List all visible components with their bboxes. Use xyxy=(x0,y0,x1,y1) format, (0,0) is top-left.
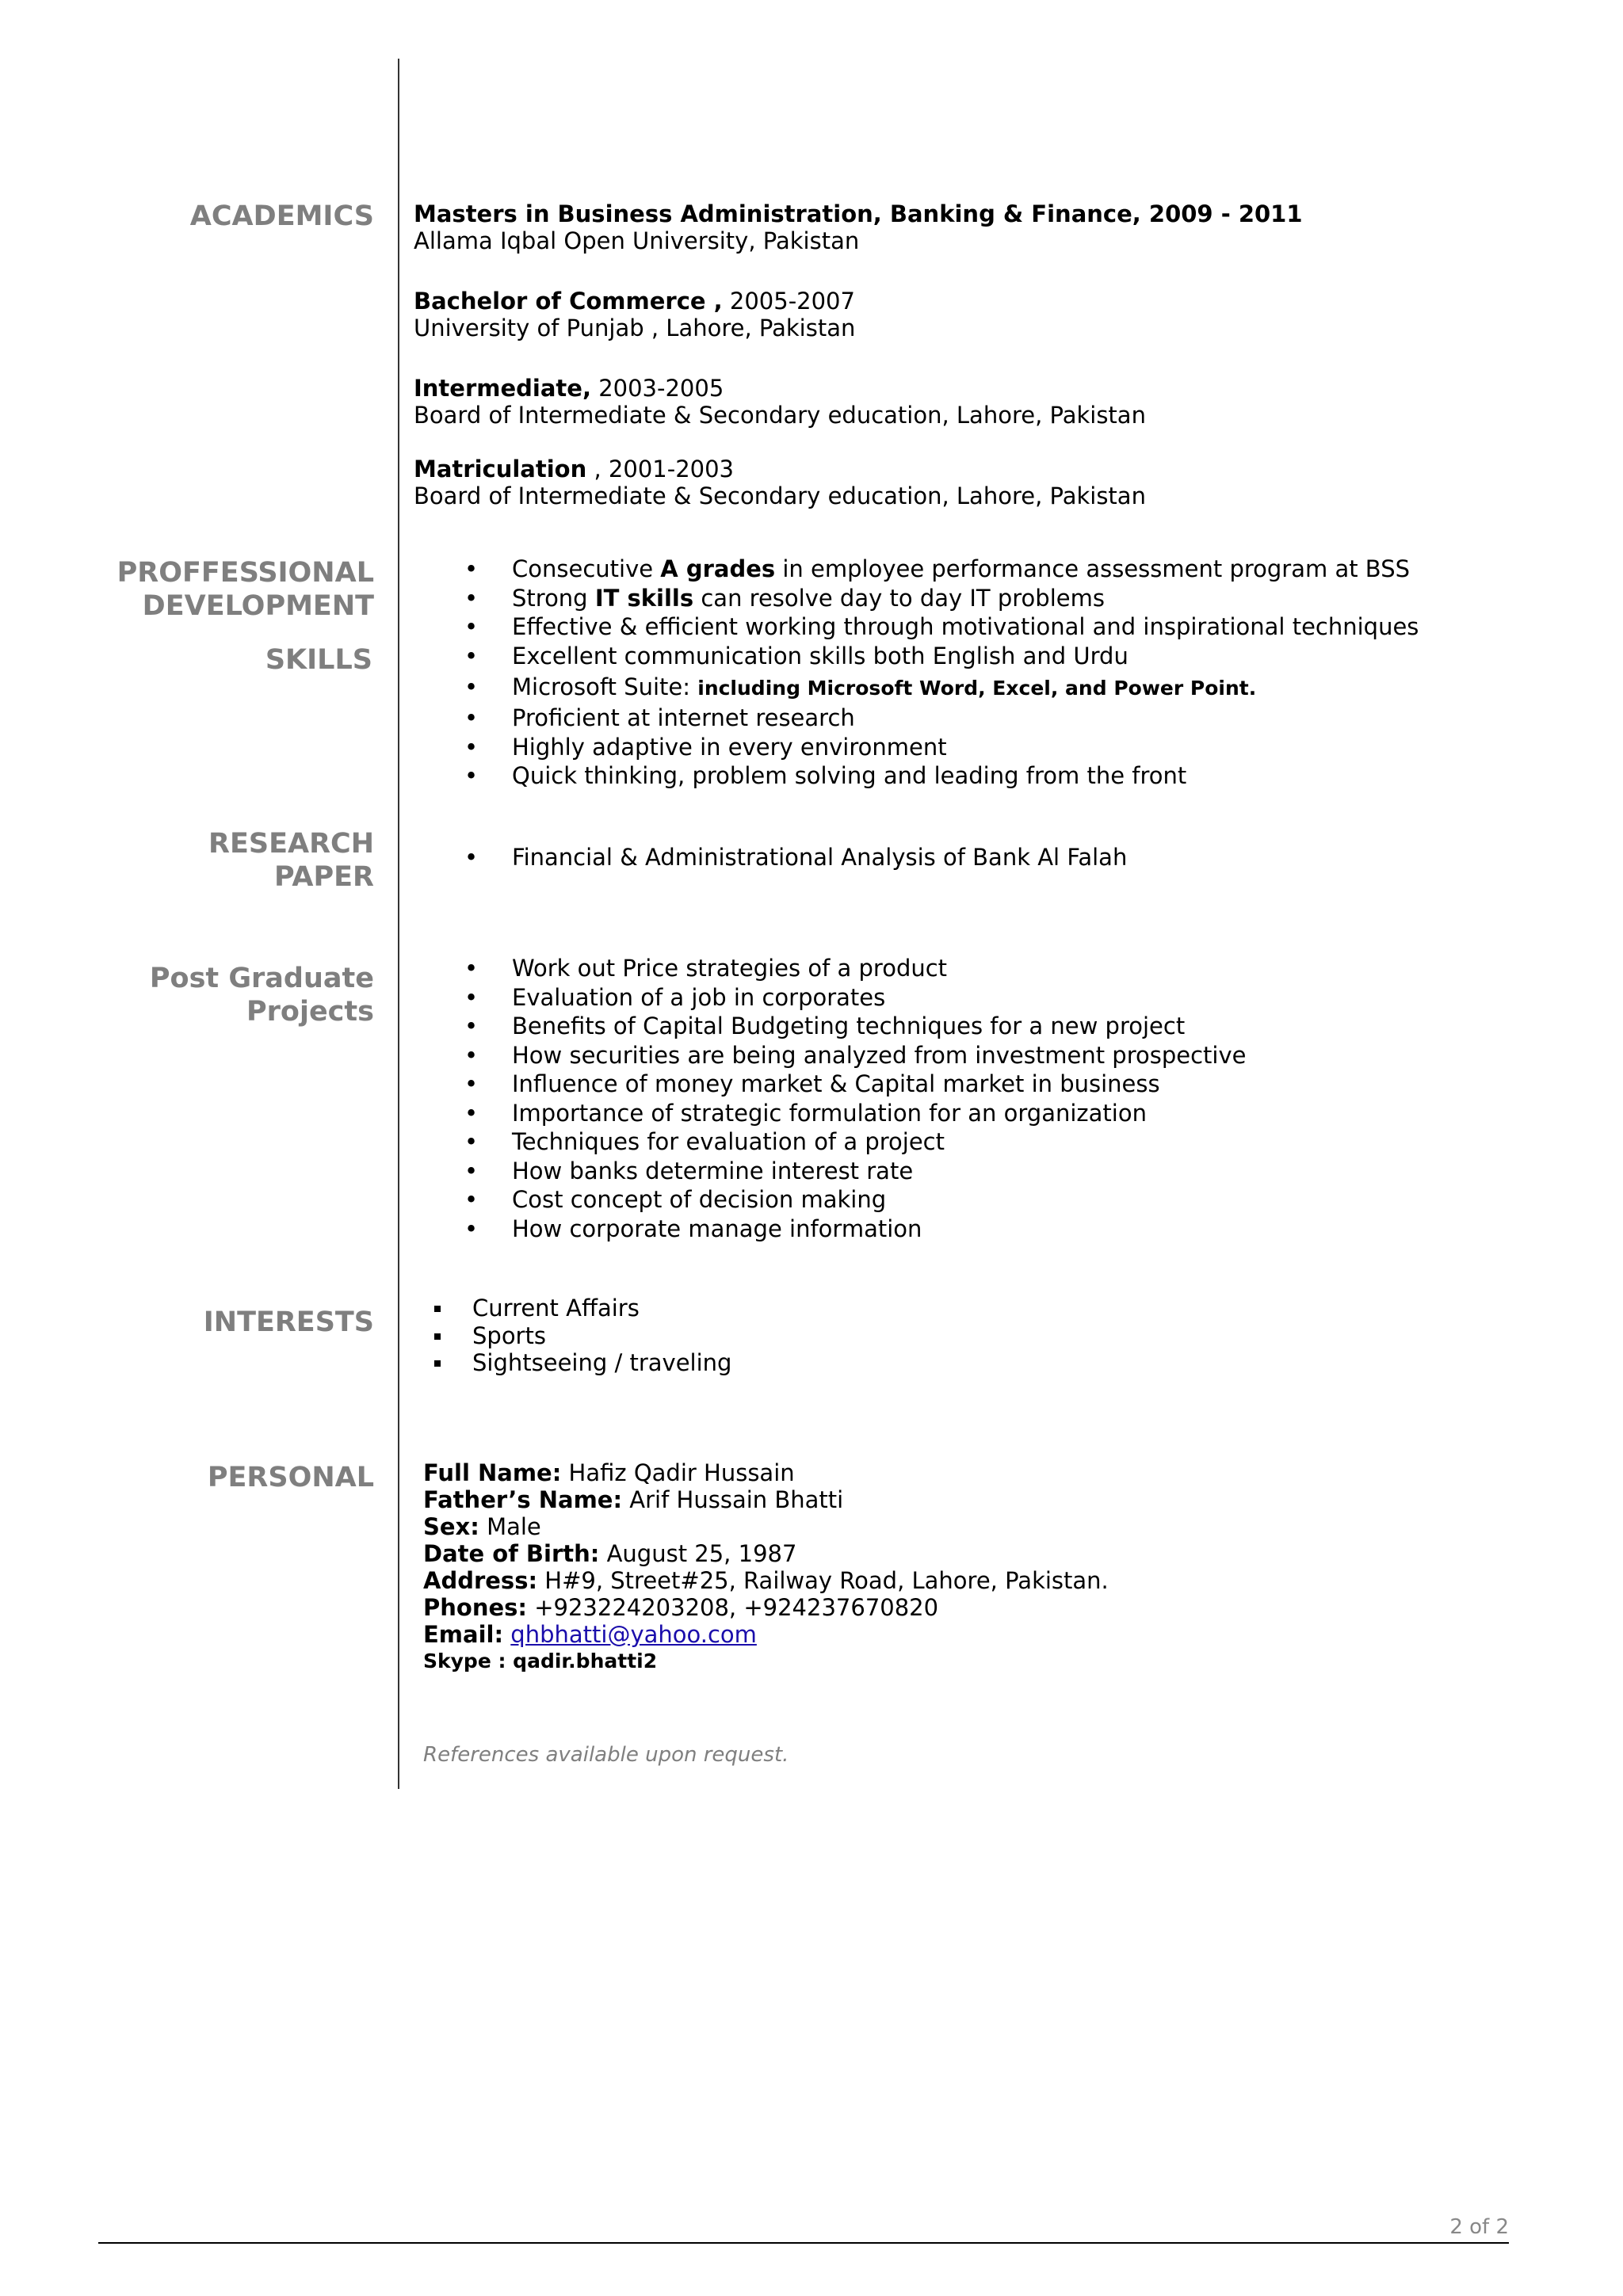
institution: University of Punjab , Lahore, Pakistan xyxy=(414,315,856,341)
list-item: • Highly adaptive in every environment xyxy=(464,733,1419,762)
references-note: References available upon request. xyxy=(423,1743,789,1767)
heading-skills: SKILLS xyxy=(265,644,372,676)
list-item: Sports xyxy=(425,1322,731,1350)
list-item: • How corporate manage information xyxy=(464,1215,1246,1244)
address: H#9, Street#25, Railway Road, Lahore, Pakistan. xyxy=(537,1567,1109,1594)
page-number: 2 of 2 xyxy=(1449,2215,1509,2239)
personal-details xyxy=(423,1459,1109,1675)
list-item: • How securities are being analyzed from investment prospective xyxy=(464,1041,1246,1070)
list-item: • Quick thinking, problem solving and leading from the front xyxy=(464,761,1419,791)
academic-entry xyxy=(414,288,855,341)
footer-rule xyxy=(98,2242,1509,2244)
field-label: Sex: xyxy=(423,1513,479,1540)
research-list xyxy=(464,843,1127,872)
heading-line: PROFFESSIONAL xyxy=(116,557,374,589)
degree: Masters in Business Administration, Banking & Finance, 2009 - 2011 xyxy=(414,200,1303,227)
heading-line: Projects xyxy=(246,996,374,1028)
list-item: • Microsoft Suite: including Microsoft Word, Excel, and Power Point. xyxy=(464,670,1419,704)
heading-professional-development xyxy=(117,556,374,623)
academic-entry xyxy=(414,375,1146,429)
list-item: • Work out Price strategies of a product xyxy=(464,954,1246,983)
heading-line: PAPER xyxy=(273,861,374,893)
institution: Allama Iqbal Open University, Pakistan xyxy=(414,227,860,254)
phones: +923224203208, +924237670820 xyxy=(527,1594,939,1621)
list-item: • Consecutive A grades in employee performance assessment program at BSS xyxy=(464,555,1419,584)
column-divider xyxy=(398,59,399,1789)
degree-years: , 2001-2003 xyxy=(586,456,734,482)
academic-entry xyxy=(414,456,1146,509)
list-item: Sightseeing / traveling xyxy=(425,1349,731,1377)
field-label: Phones: xyxy=(423,1594,527,1621)
field-label: Father’s Name: xyxy=(423,1486,623,1513)
projects-list xyxy=(464,954,1246,1243)
list-item: • Evaluation of a job in corporates xyxy=(464,983,1246,1013)
sex: Male xyxy=(479,1513,541,1540)
heading-personal: PERSONAL xyxy=(207,1462,374,1493)
skype-id: Skype : qadir.bhatti2 xyxy=(423,1650,658,1672)
heading-line: Post Graduate xyxy=(149,963,374,994)
degree: Matriculation xyxy=(414,456,587,482)
field-label: Date of Birth: xyxy=(423,1540,600,1567)
list-item: Current Affairs xyxy=(425,1295,731,1322)
institution: Board of Intermediate & Secondary education, Lahore, Pakistan xyxy=(414,402,1146,429)
full-name: Hafiz Qadir Hussain xyxy=(561,1459,795,1486)
degree-years: 2005-2007 xyxy=(722,288,855,315)
heading-interests: INTERESTS xyxy=(203,1306,374,1338)
degree: Bachelor of Commerce , xyxy=(414,288,723,315)
field-label: Address: xyxy=(423,1567,538,1594)
list-item: • How banks determine interest rate xyxy=(464,1157,1246,1186)
heading-line: DEVELOPMENT xyxy=(142,590,374,622)
list-item: • Benefits of Capital Budgeting techniques for a new project xyxy=(464,1012,1246,1041)
list-item: • Financial & Administrational Analysis of Bank Al Falah xyxy=(464,843,1127,872)
list-item: • Excellent communication skills both English and Urdu xyxy=(464,642,1419,671)
heading-research-paper xyxy=(208,827,374,894)
heading-post-graduate-projects xyxy=(150,962,374,1028)
heading-academics: ACADEMICS xyxy=(189,200,374,232)
father-name: Arif Hussain Bhatti xyxy=(622,1486,844,1513)
list-item: • Influence of money market & Capital market in business xyxy=(464,1070,1246,1099)
list-item: • Effective & efficient working through motivational and inspirational techniques xyxy=(464,612,1419,642)
interests-list xyxy=(425,1295,731,1377)
field-label: Full Name: xyxy=(423,1459,562,1486)
academic-entry xyxy=(414,200,1303,254)
degree-years: 2003-2005 xyxy=(590,375,724,402)
field-label: Email: xyxy=(423,1621,504,1648)
list-item: • Proficient at internet research xyxy=(464,704,1419,733)
date-of-birth: August 25, 1987 xyxy=(599,1540,797,1567)
list-item: • Importance of strategic formulation for an organization xyxy=(464,1099,1246,1128)
list-item: • Cost concept of decision making xyxy=(464,1185,1246,1215)
skills-list xyxy=(464,555,1419,791)
degree: Intermediate, xyxy=(414,375,591,402)
institution: Board of Intermediate & Secondary education, Lahore, Pakistan xyxy=(414,482,1146,509)
list-item: • Techniques for evaluation of a project xyxy=(464,1127,1246,1157)
heading-line: RESEARCH xyxy=(208,828,374,860)
list-item: • Strong IT skills can resolve day to day IT problems xyxy=(464,584,1419,613)
email-link[interactable]: qhbhatti@yahoo.com xyxy=(510,1621,757,1648)
